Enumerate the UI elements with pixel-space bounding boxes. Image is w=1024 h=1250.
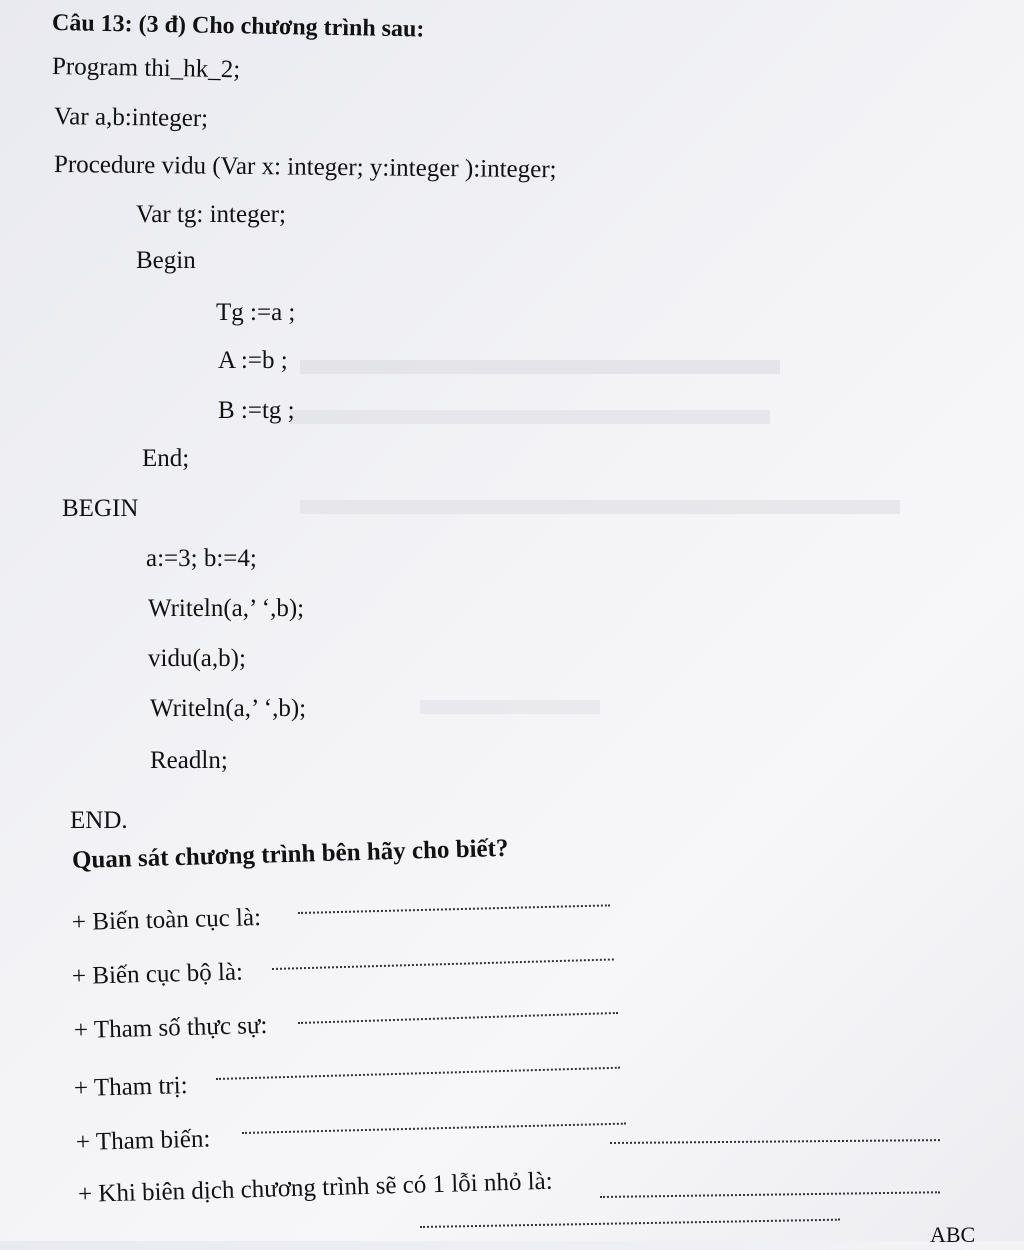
code-line: BEGIN — [62, 495, 139, 522]
answer-label: + Khi biên dịch chương trình sẽ có 1 lỗi nhỏ là: — [77, 1167, 554, 1208]
code-line: vidu(a,b); — [148, 645, 246, 672]
code-line: Readln; — [150, 747, 228, 774]
code-line: Procedure vidu (Var x: integer; y:integer ):integer; — [53, 151, 557, 184]
code-line: Var a,b:integer; — [53, 103, 209, 133]
code-line: Writeln(a,’ ‘,b); — [148, 595, 305, 622]
answer-label: + Tham biến: — [75, 1125, 211, 1156]
code-line: END. — [70, 807, 128, 834]
bleed-through-mark — [290, 410, 770, 424]
bleed-through-mark — [300, 360, 780, 374]
code-line: Var tg: integer; — [136, 201, 286, 228]
code-line: Writeln(a,’ ‘,b); — [150, 695, 307, 722]
answer-blank[interactable] — [272, 958, 614, 970]
answer-label: + Biến cục bộ là: — [71, 958, 244, 990]
code-line: B :=tg ; — [218, 397, 295, 424]
answer-blank[interactable] — [600, 1191, 940, 1198]
answer-label: + Tham trị: — [73, 1072, 188, 1102]
code-line: Tg :=a ; — [216, 299, 296, 326]
answer-blank[interactable] — [610, 1139, 940, 1144]
cut-off-text: ABC — [930, 1222, 976, 1247]
code-line: End; — [142, 445, 190, 472]
code-line: Program thi_hk_2; — [51, 53, 241, 84]
code-line: a:=3; b:=4; — [146, 545, 257, 572]
answer-label: + Tham số thực sự: — [73, 1011, 268, 1044]
code-line: A :=b ; — [218, 347, 288, 374]
question-heading: Câu 13: (3 đ) Cho chương trình sau: — [51, 10, 425, 43]
answer-blank[interactable] — [298, 1012, 618, 1024]
bleed-through-mark — [300, 500, 900, 514]
answer-blank[interactable] — [420, 1219, 840, 1228]
bleed-through-mark — [420, 700, 600, 714]
answer-blank[interactable] — [298, 904, 610, 914]
answer-label: + Biến toàn cục là: — [71, 904, 262, 936]
prompt-title: Quan sát chương trình bên hãy cho biết? — [71, 834, 509, 874]
answer-blank[interactable] — [242, 1123, 626, 1134]
code-line: Begin — [136, 247, 196, 274]
answer-blank[interactable] — [216, 1067, 620, 1080]
